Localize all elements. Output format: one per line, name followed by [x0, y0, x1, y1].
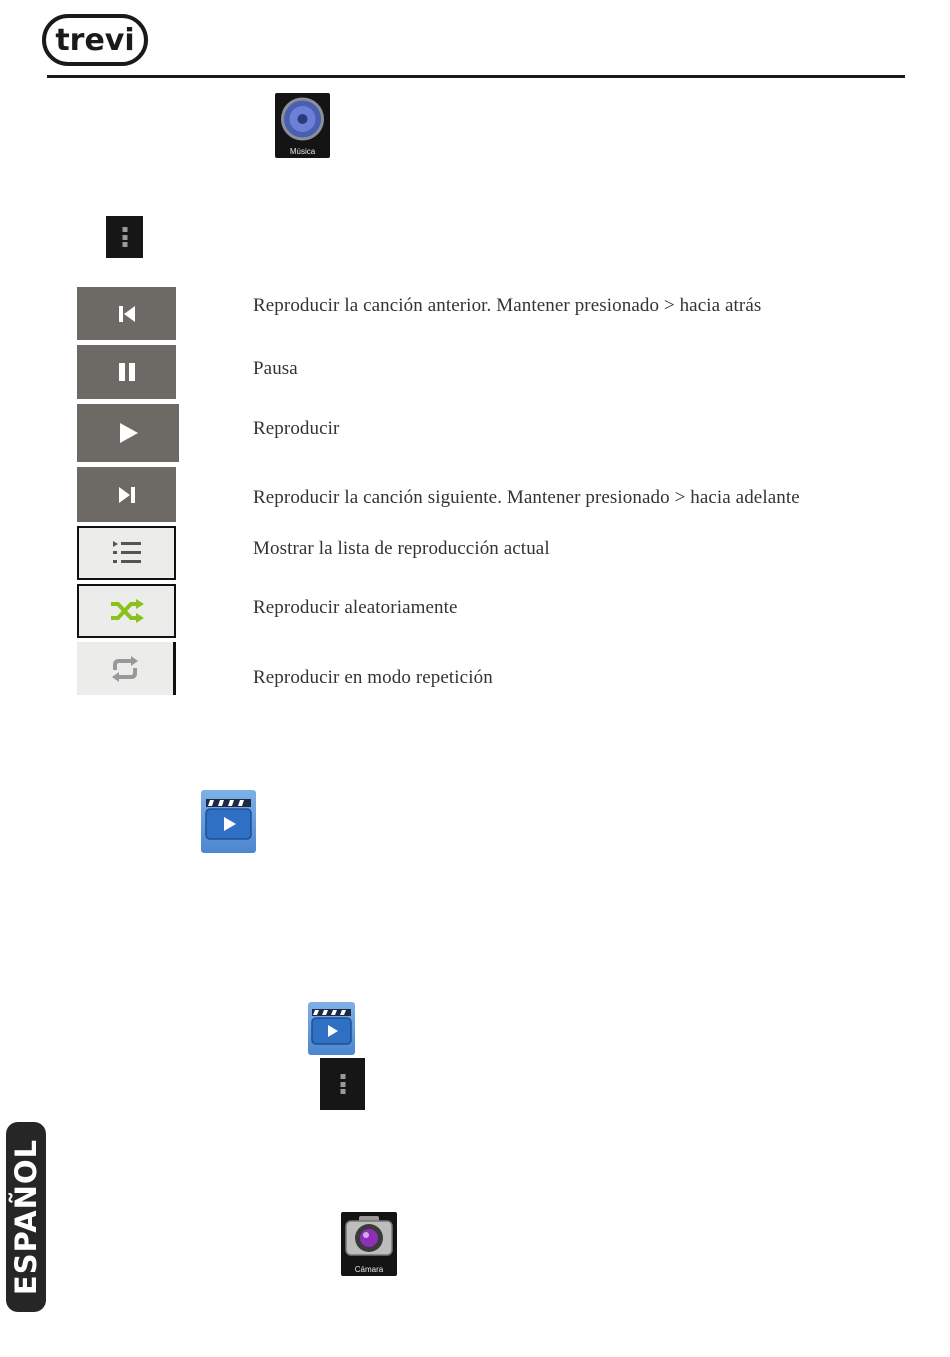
language-tab-label: ESPAÑOL: [9, 1138, 43, 1296]
pause-description: Pausa: [253, 358, 298, 379]
menu-icon[interactable]: [106, 216, 143, 258]
play-description: Reproducir: [253, 418, 340, 439]
previous-description: Reproducir la canción anterior. Mantener presionado > hacia atrás: [253, 295, 762, 316]
shuffle-description: Reproducir aleatoriamente: [253, 597, 458, 618]
camera-app-icon[interactable]: [341, 1212, 397, 1276]
next-button[interactable]: [77, 467, 176, 522]
svg-text:trevi: trevi: [55, 23, 135, 58]
video-app-icon-small[interactable]: [308, 1002, 355, 1055]
next-description: Reproducir la canción siguiente. Mantener presionado > hacia adelante: [253, 487, 800, 508]
shuffle-button[interactable]: [77, 584, 176, 638]
next-track-icon: [116, 484, 138, 506]
clapperboard-icon: [308, 1002, 355, 1055]
camera-icon-caption: Cámara: [354, 1265, 384, 1274]
pause-icon: [116, 361, 138, 383]
playlist-button[interactable]: [77, 526, 176, 580]
pause-button[interactable]: [77, 345, 176, 399]
play-button[interactable]: [77, 404, 179, 462]
header-rule: [47, 75, 905, 78]
trevi-logo: [42, 14, 148, 66]
repeat-icon: [110, 654, 140, 684]
repeat-button[interactable]: [77, 642, 176, 695]
playlist-icon: [112, 540, 142, 566]
previous-track-icon: [116, 303, 138, 325]
clapperboard-icon: [201, 790, 256, 853]
play-icon: [116, 421, 140, 445]
video-app-icon[interactable]: [201, 790, 256, 853]
music-icon-caption: Música: [289, 147, 316, 156]
shuffle-icon: [109, 598, 145, 624]
previous-button[interactable]: [77, 287, 176, 340]
repeat-description: Reproducir en modo repetición: [253, 667, 493, 688]
language-tab: [6, 1122, 46, 1312]
playlist-description: Mostrar la lista de reproducción actual: [253, 538, 550, 559]
music-app-icon[interactable]: [275, 93, 330, 158]
menu-icon-2[interactable]: [320, 1058, 365, 1110]
